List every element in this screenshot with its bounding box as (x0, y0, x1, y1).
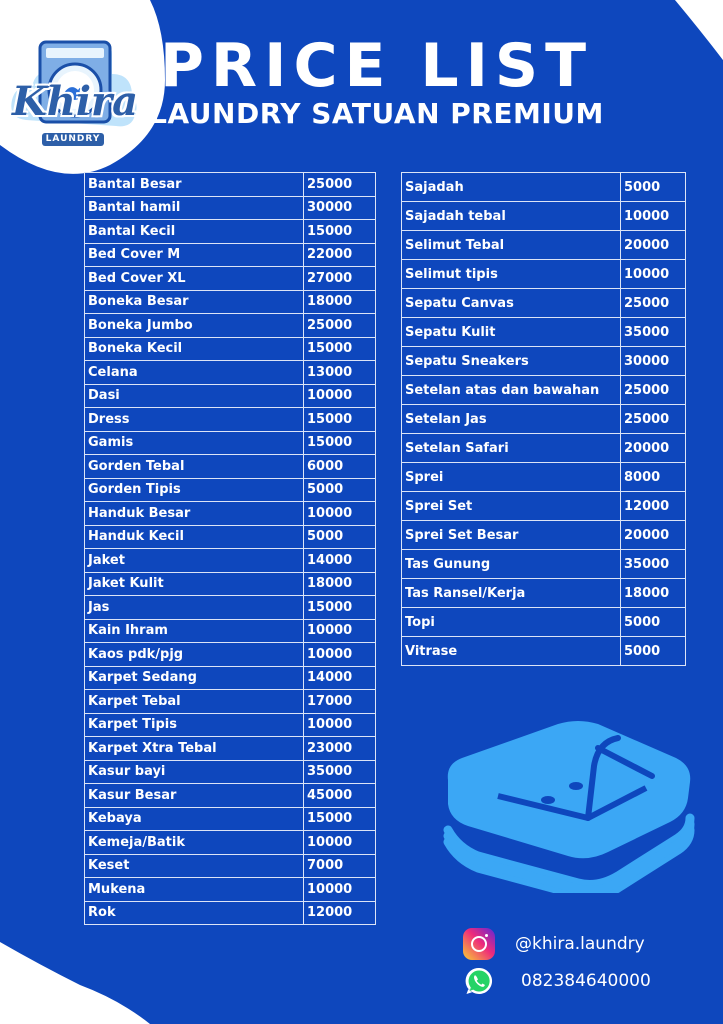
item-price: 13000 (304, 361, 376, 385)
table-row (85, 525, 376, 549)
item-name: Setelan Jas (402, 405, 621, 434)
item-price: 25000 (621, 405, 686, 434)
item-price: 35000 (621, 318, 686, 347)
item-price: 10000 (304, 502, 376, 526)
item-price: 18000 (621, 579, 686, 608)
item-name: Gamis (85, 431, 304, 455)
page-title: PRICE LIST (159, 31, 594, 101)
item-price: 5000 (304, 525, 376, 549)
item-price: 10000 (621, 260, 686, 289)
table-row (85, 619, 376, 643)
instagram-icon (463, 928, 495, 960)
item-price: 25000 (621, 376, 686, 405)
table-row (85, 666, 376, 690)
item-name: Sprei Set Besar (402, 521, 621, 550)
item-name: Keset (85, 854, 304, 878)
item-name: Sepatu Kulit (402, 318, 621, 347)
item-name: Tas Gunung (402, 550, 621, 579)
whatsapp-number: 082384640000 (521, 971, 651, 991)
table-row (85, 737, 376, 761)
item-price: 25000 (304, 173, 376, 197)
table-row (85, 760, 376, 784)
whatsapp-contact (463, 965, 651, 997)
item-price: 7000 (304, 854, 376, 878)
table-row (402, 376, 686, 405)
item-name: Karpet Tipis (85, 713, 304, 737)
item-price: 30000 (304, 196, 376, 220)
table-row (402, 289, 686, 318)
item-name: Karpet Tebal (85, 690, 304, 714)
item-price: 20000 (621, 521, 686, 550)
item-price: 35000 (304, 760, 376, 784)
price-table-left (84, 172, 376, 925)
table-row (85, 314, 376, 338)
item-name: Handuk Besar (85, 502, 304, 526)
table-row (85, 643, 376, 667)
item-name: Dasi (85, 384, 304, 408)
table-row (402, 434, 686, 463)
table-row (85, 807, 376, 831)
item-price: 6000 (304, 455, 376, 479)
table-row (402, 318, 686, 347)
item-name: Sajadah (402, 173, 621, 202)
table-row (402, 608, 686, 637)
item-name: Setelan Safari (402, 434, 621, 463)
table-row (85, 384, 376, 408)
table-row (402, 347, 686, 376)
item-name: Topi (402, 608, 621, 637)
item-name: Kaos pdk/pjg (85, 643, 304, 667)
table-row (85, 478, 376, 502)
item-name: Bantal Kecil (85, 220, 304, 244)
item-price: 15000 (304, 337, 376, 361)
item-price: 15000 (304, 807, 376, 831)
item-price: 10000 (621, 202, 686, 231)
table-row (85, 713, 376, 737)
item-name: Bantal hamil (85, 196, 304, 220)
table-row (85, 854, 376, 878)
item-name: Sepatu Canvas (402, 289, 621, 318)
item-name: Bed Cover XL (85, 267, 304, 291)
instagram-contact (463, 928, 645, 960)
item-name: Sprei Set (402, 492, 621, 521)
item-name: Boneka Besar (85, 290, 304, 314)
table-row (402, 202, 686, 231)
item-price: 8000 (621, 463, 686, 492)
folded-clothes-stack-icon (438, 718, 700, 893)
item-name: Kain Ihram (85, 619, 304, 643)
item-price: 12000 (304, 901, 376, 925)
item-name: Selimut tipis (402, 260, 621, 289)
table-row (85, 408, 376, 432)
item-price: 14000 (304, 549, 376, 573)
table-row (85, 173, 376, 197)
item-price: 10000 (304, 643, 376, 667)
item-price: 18000 (304, 290, 376, 314)
item-name: Handuk Kecil (85, 525, 304, 549)
item-name: Gorden Tipis (85, 478, 304, 502)
item-name: Bed Cover M (85, 243, 304, 267)
item-price: 17000 (304, 690, 376, 714)
table-row (85, 878, 376, 902)
item-name: Selimut Tebal (402, 231, 621, 260)
item-price: 10000 (304, 713, 376, 737)
item-price: 15000 (304, 596, 376, 620)
item-name: Celana (85, 361, 304, 385)
instagram-handle: @khira.laundry (515, 934, 645, 954)
item-price: 15000 (304, 431, 376, 455)
table-row (85, 784, 376, 808)
item-name: Boneka Jumbo (85, 314, 304, 338)
item-name: Boneka Kecil (85, 337, 304, 361)
item-name: Jaket Kulit (85, 572, 304, 596)
item-price: 5000 (621, 173, 686, 202)
table-row (402, 550, 686, 579)
table-row (402, 463, 686, 492)
item-name: Vitrase (402, 637, 621, 666)
whatsapp-icon (463, 965, 495, 997)
item-price: 5000 (621, 637, 686, 666)
item-price: 15000 (304, 220, 376, 244)
item-price: 22000 (304, 243, 376, 267)
item-price: 14000 (304, 666, 376, 690)
item-name: Bantal Besar (85, 173, 304, 197)
item-name: Sprei (402, 463, 621, 492)
item-price: 5000 (621, 608, 686, 637)
item-name: Kebaya (85, 807, 304, 831)
table-row (85, 549, 376, 573)
logo-tagline-text: LAUNDRY (42, 133, 104, 146)
table-row (85, 502, 376, 526)
table-row (402, 521, 686, 550)
item-name: Mukena (85, 878, 304, 902)
item-price: 20000 (621, 231, 686, 260)
price-table-right (401, 172, 686, 666)
item-price: 25000 (304, 314, 376, 338)
table-row (402, 231, 686, 260)
table-row (402, 260, 686, 289)
item-name: Kasur bayi (85, 760, 304, 784)
item-price: 35000 (621, 550, 686, 579)
table-row (85, 196, 376, 220)
item-price: 25000 (621, 289, 686, 318)
item-name: Gorden Tebal (85, 455, 304, 479)
table-row (85, 431, 376, 455)
item-name: Sajadah tebal (402, 202, 621, 231)
item-name: Karpet Sedang (85, 666, 304, 690)
item-price: 20000 (621, 434, 686, 463)
table-row (85, 455, 376, 479)
table-row (85, 901, 376, 925)
table-row (85, 690, 376, 714)
table-row (402, 173, 686, 202)
table-row (85, 220, 376, 244)
page-subtitle: LAUNDRY SATUAN PREMIUM (149, 97, 604, 130)
item-name: Sepatu Sneakers (402, 347, 621, 376)
table-row (85, 290, 376, 314)
item-price: 30000 (621, 347, 686, 376)
item-name: Jaket (85, 549, 304, 573)
item-name: Rok (85, 901, 304, 925)
item-price: 27000 (304, 267, 376, 291)
table-row (402, 492, 686, 521)
table-row (85, 361, 376, 385)
table-row (402, 405, 686, 434)
table-row (85, 337, 376, 361)
item-price: 5000 (304, 478, 376, 502)
item-name: Tas Ransel/Kerja (402, 579, 621, 608)
item-price: 23000 (304, 737, 376, 761)
table-row (402, 579, 686, 608)
item-price: 10000 (304, 384, 376, 408)
table-row (85, 243, 376, 267)
logo-brand-text: Khira (12, 78, 139, 125)
item-name: Karpet Xtra Tebal (85, 737, 304, 761)
item-name: Dress (85, 408, 304, 432)
table-row (85, 267, 376, 291)
item-name: Kasur Besar (85, 784, 304, 808)
table-row (85, 572, 376, 596)
item-name: Jas (85, 596, 304, 620)
item-price: 12000 (621, 492, 686, 521)
table-row (85, 596, 376, 620)
item-price: 10000 (304, 831, 376, 855)
table-row (85, 831, 376, 855)
item-price: 10000 (304, 619, 376, 643)
item-price: 18000 (304, 572, 376, 596)
item-price: 45000 (304, 784, 376, 808)
item-price: 10000 (304, 878, 376, 902)
item-price: 15000 (304, 408, 376, 432)
item-name: Kemeja/Batik (85, 831, 304, 855)
table-row (402, 637, 686, 666)
item-name: Setelan atas dan bawahan (402, 376, 621, 405)
